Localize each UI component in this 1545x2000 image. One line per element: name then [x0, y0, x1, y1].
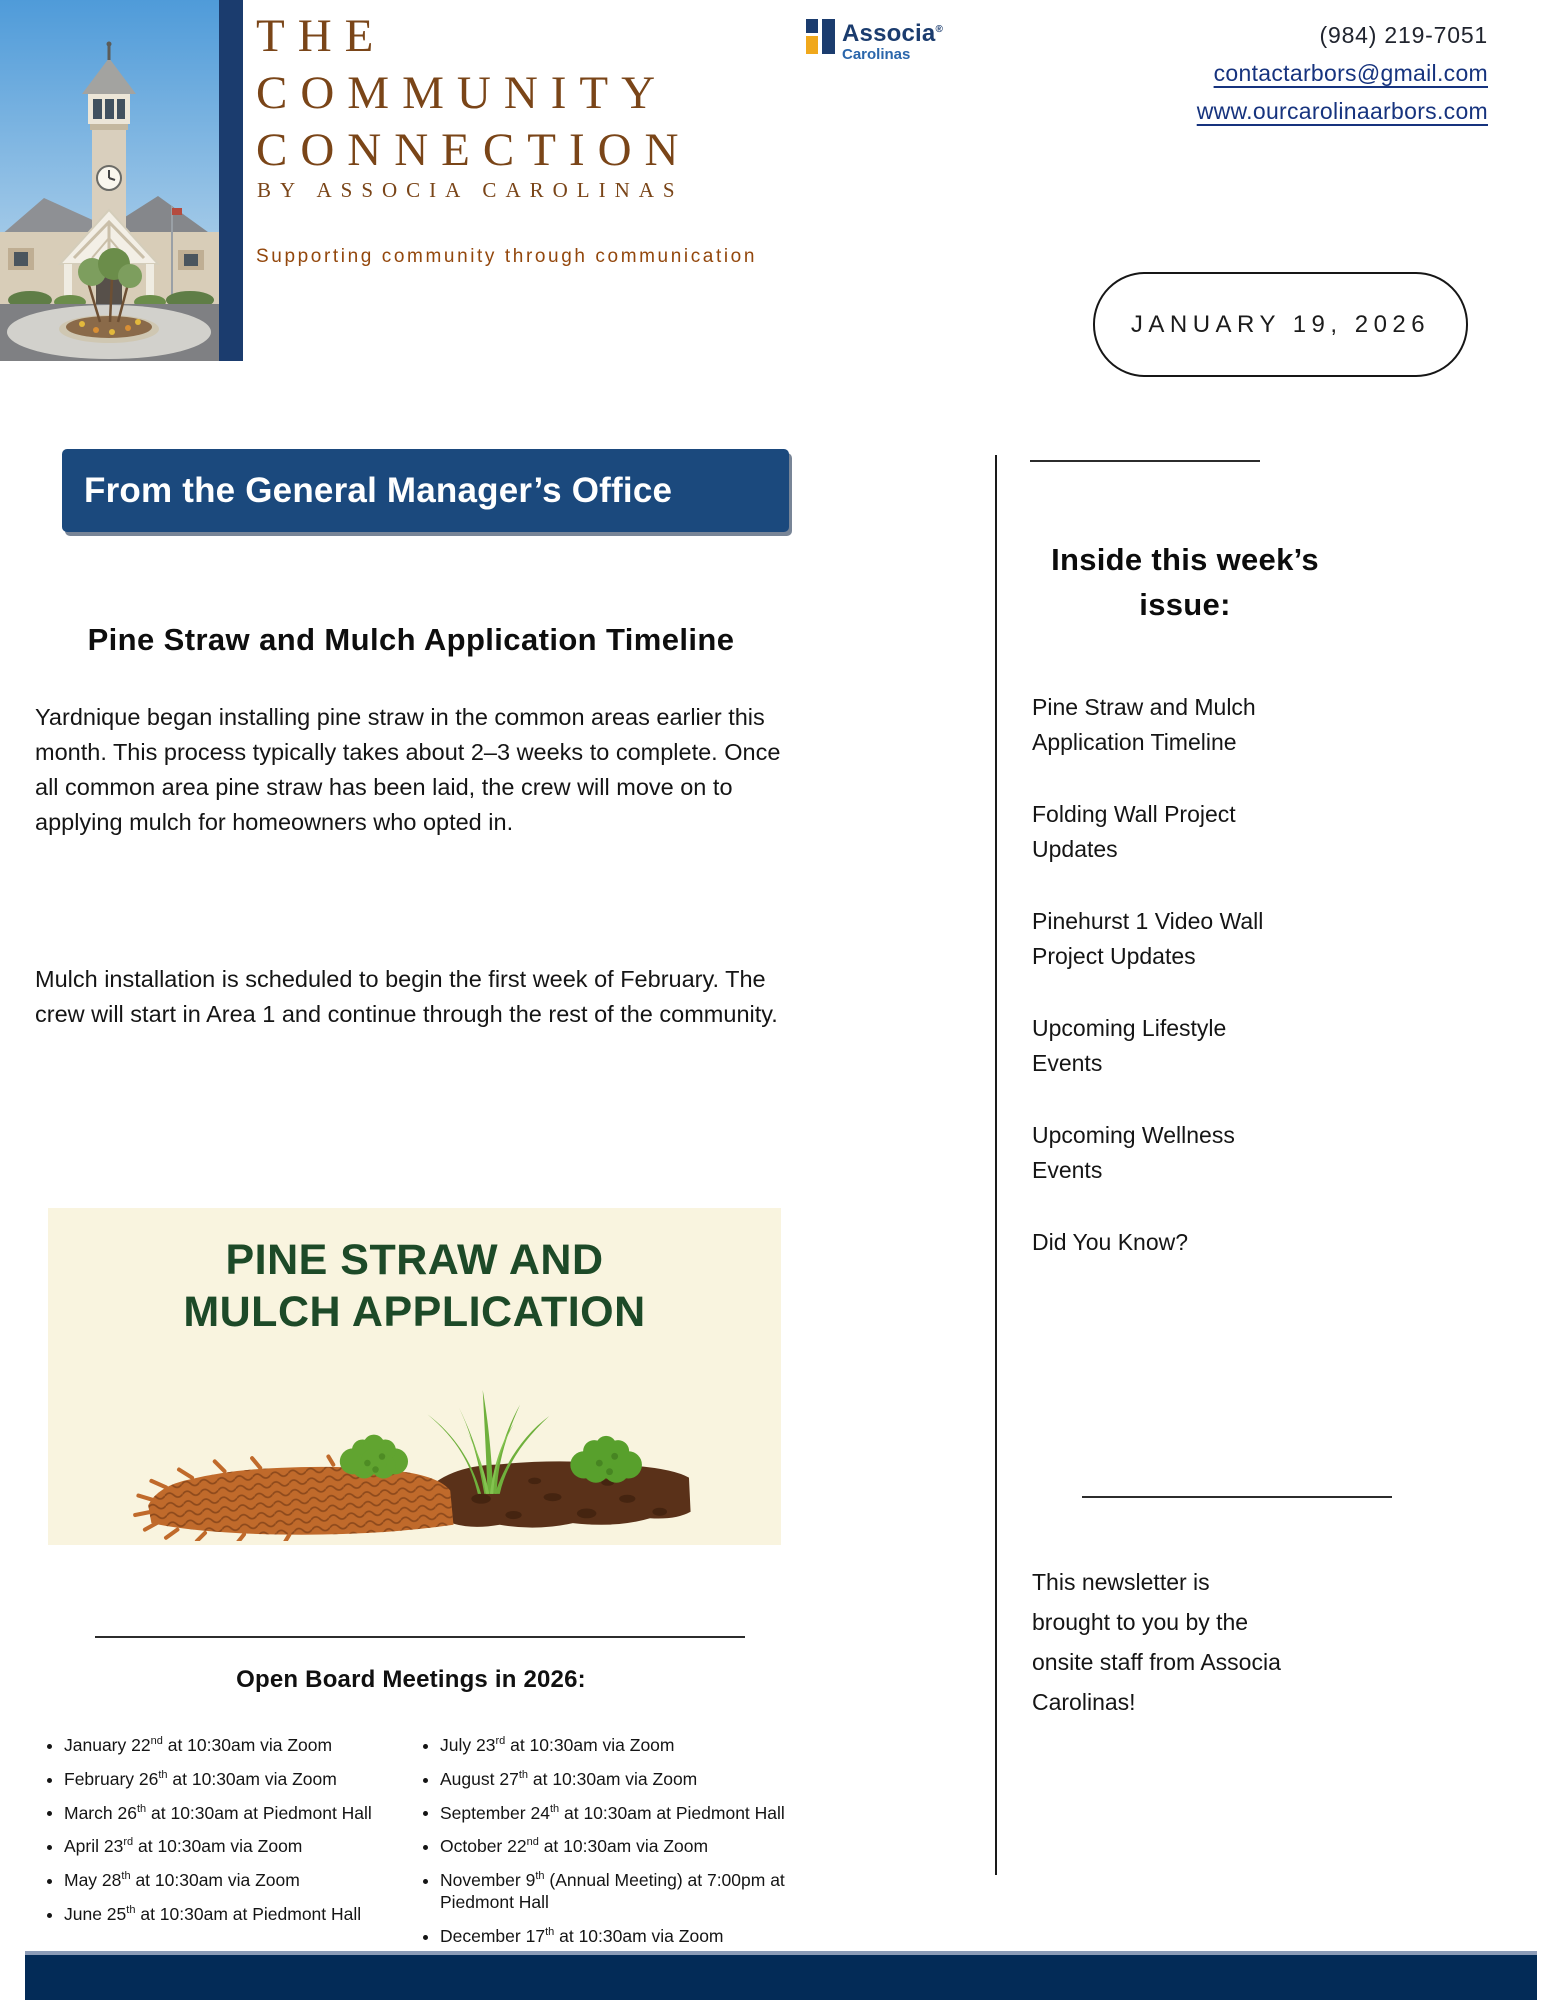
meeting-item: • March 26th at 10:30am at Piedmont Hall	[64, 1798, 434, 1824]
sidebar-toc	[1032, 690, 1294, 1297]
clubhouse-photo	[0, 0, 219, 361]
section-divider	[95, 1636, 745, 1638]
meeting-item: • August 27th at 10:30am via Zoom	[440, 1764, 840, 1790]
bush-icon	[570, 1436, 642, 1483]
pine-straw-illustration	[48, 1208, 781, 1545]
meetings-list-left	[42, 1730, 434, 1933]
pine-straw-shape	[135, 1457, 453, 1541]
issue-date-badge: JANUARY 19, 2026	[1093, 272, 1468, 377]
meeting-item: • July 23rd at 10:30am via Zoom	[440, 1730, 840, 1756]
newsletter-tagline: Supporting community through communication	[256, 246, 758, 267]
illustration-title	[48, 1208, 781, 1338]
logo-region: Carolinas	[842, 46, 911, 63]
meeting-item: • January 22nd at 10:30am via Zoom	[64, 1730, 434, 1756]
toc-item: Upcoming Wellness Events	[1032, 1122, 1235, 1183]
meeting-item: • December 17th at 10:30am via Zoom	[440, 1921, 840, 1947]
bush-icon	[340, 1435, 408, 1479]
associa-logo-text	[842, 18, 943, 64]
meeting-item: • May 28th at 10:30am via Zoom	[64, 1865, 434, 1891]
sidebar-heading: Inside this week’s issue:	[1051, 542, 1319, 622]
newsletter-title	[256, 8, 691, 179]
article-title: Pine Straw and Mulch Application Timeline	[87, 621, 735, 657]
toc-item: Folding Wall Project Updates	[1032, 801, 1236, 862]
phone-number: (984) 219-7051	[1319, 22, 1488, 48]
meeting-item: • February 26th at 10:30am via Zoom	[64, 1764, 434, 1790]
email-link[interactable]: contactarbors@gmail.com	[1213, 60, 1488, 86]
toc-item: Pine Straw and Mulch Application Timeline	[1032, 694, 1256, 755]
website-link[interactable]: www.ourcarolinaarbors.com	[1196, 98, 1488, 124]
footer-bar	[25, 1951, 1537, 2000]
section-banner: From the General Manager’s Office	[62, 449, 789, 532]
toc-item: Upcoming Lifestyle Events	[1032, 1015, 1227, 1076]
meeting-item: • April 23rd at 10:30am via Zoom	[64, 1831, 434, 1857]
sidebar-note: This newsletter is brought to you by the onsite staff from Associa Carolinas!	[1032, 1569, 1281, 1715]
meeting-item: • June 25th at 10:30am at Piedmont Hall	[64, 1899, 434, 1925]
registered-mark: ®	[935, 24, 944, 35]
meeting-item: • September 24th at 10:30am at Piedmont Hall	[440, 1798, 840, 1824]
meeting-item: • November 9th (Annual Meeting) at 7:00pm at Piedmont Hall	[440, 1865, 840, 1913]
title-line: THE	[256, 10, 387, 62]
toc-item: Pinehurst 1 Video Wall Project Updates	[1032, 908, 1264, 969]
logo-name: Associa	[842, 20, 936, 47]
article-paragraph: Yardnique began installing pine straw in the common areas earlier this month. This process typically takes about 2–3 weeks to complete. Once all common area pine straw has been laid, the crew will move on to applying mulch for homeowners who opted in.	[35, 704, 781, 835]
sidebar-rule-bottom	[1082, 1496, 1392, 1498]
associa-logo	[806, 18, 943, 64]
toc-item: Did You Know?	[1032, 1229, 1189, 1255]
mulch-bed-shape	[423, 1461, 691, 1527]
title-line: CONNECTION	[256, 124, 692, 176]
title-line: COMMUNITY	[256, 67, 669, 119]
illustration-title-line: PINE STRAW AND	[225, 1236, 604, 1284]
sidebar-divider-line	[995, 455, 997, 1875]
contact-block	[1197, 22, 1488, 125]
illustration-title-line: MULCH APPLICATION	[183, 1288, 646, 1336]
meeting-item: • October 22nd at 10:30am via Zoom	[440, 1831, 840, 1857]
associa-logo-icon	[806, 18, 835, 54]
meetings-heading: Open Board Meetings in 2026:	[236, 1666, 586, 1693]
sidebar-rule-top	[1030, 460, 1260, 462]
mulch-graphic	[58, 1338, 771, 1541]
newsletter-byline: BY ASSOCIA CAROLINAS	[257, 178, 684, 202]
masthead-accent-bar	[219, 0, 243, 361]
meetings-list-right	[418, 1730, 840, 1955]
article-paragraph: Mulch installation is scheduled to begin the first week of February. The crew will start in Area 1 and continue through the rest of the community.	[35, 966, 778, 1027]
